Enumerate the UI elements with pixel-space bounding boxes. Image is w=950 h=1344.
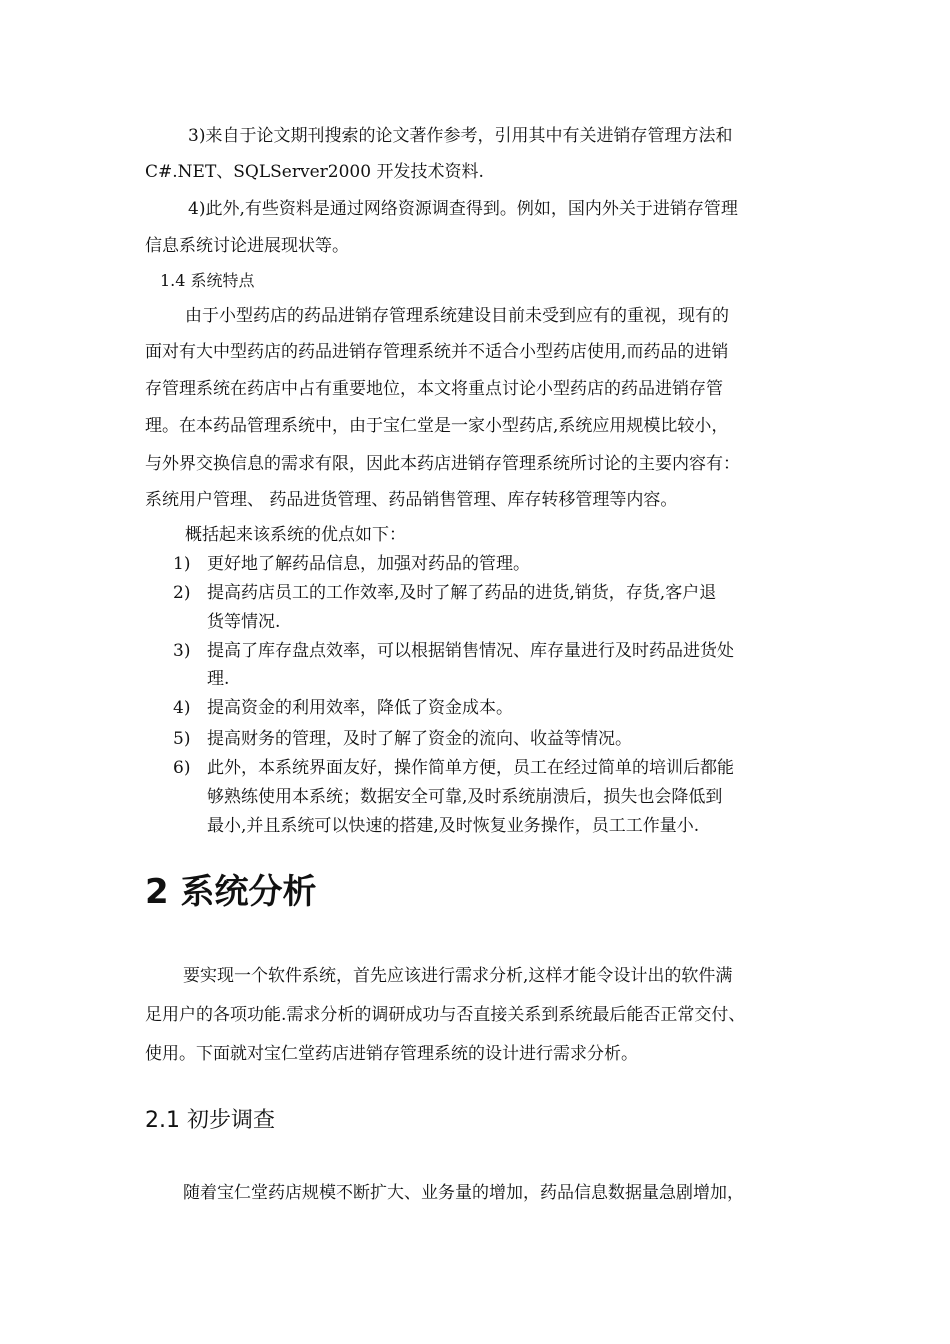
list-item-text: 够熟练使用本系统；数据安全可靠,及时系统崩溃后，损失也会降低到 (207, 787, 723, 807)
reference-item-3-line-2: C#.NET、SQLServer2000 开发技术资料. (145, 162, 484, 182)
list-item-number: 1) (173, 554, 191, 574)
chapter-2-paragraph-line: 足用户的各项功能.需求分析的调研成功与否直接关系到系统最后能否正常交付、 (145, 1005, 746, 1025)
list-item-text: 提高药店员工的工作效率,及时了解了药品的进货,销货，存货,客户退 (207, 583, 717, 603)
list-item-text: 更好地了解药品信息，加强对药品的管理。 (207, 554, 530, 574)
section-1-4-heading: 1.4 系统特点 (160, 271, 255, 290)
reference-item-4-line-1: 4)此外,有些资料是通过网络资源调查得到。例如，国内外关于进销存管理 (188, 199, 738, 219)
list-item-number: 5) (173, 729, 191, 749)
list-item-number: 3) (173, 641, 191, 661)
list-item-text: 提高了库存盘点效率，可以根据销售情况、库存量进行及时药品进货处 (207, 641, 734, 661)
section-1-4-paragraph-line: 存管理系统在药店中占有重要地位，本文将重点讨论小型药店的药品进销存管 (145, 379, 723, 399)
chapter-2-paragraph-line: 要实现一个软件系统，首先应该进行需求分析,这样才能令设计出的软件满 (183, 966, 733, 986)
section-2-1-heading: 2.1 初步调查 (145, 1108, 275, 1133)
chapter-2-heading: 2 系统分析 (145, 872, 317, 912)
list-item-text: 货等情况. (207, 612, 281, 632)
section-1-4-paragraph-line: 面对有大中型药店的药品进销存管理系统并不适合小型药店使用,而药品的进销 (145, 342, 729, 362)
list-item-number: 6) (173, 758, 191, 778)
advantages-intro: 概括起来该系统的优点如下： (185, 525, 406, 545)
list-item-text: 提高资金的利用效率，降低了资金成本。 (207, 698, 513, 718)
section-2-1-paragraph-line: 随着宝仁堂药店规模不断扩大、业务量的增加，药品信息数据量急剧增加， (183, 1183, 744, 1203)
reference-item-3-line-1: 3)来自于论文期刊搜索的论文著作参考，引用其中有关进销存管理方法和 (188, 126, 733, 146)
list-item-text: 理. (207, 669, 230, 689)
section-1-4-paragraph-line: 理。在本药品管理系统中，由于宝仁堂是一家小型药店,系统应用规模比较小， (145, 416, 729, 436)
list-item-text: 提高财务的管理，及时了解了资金的流向、收益等情况。 (207, 729, 632, 749)
list-item-number: 4) (173, 698, 191, 718)
reference-item-4-line-2: 信息系统讨论进展现状等。 (145, 236, 349, 256)
list-item-text: 此外，本系统界面友好，操作简单方便，员工在经过简单的培训后都能 (207, 758, 734, 778)
list-item-text: 最小,并且系统可以快速的搭建,及时恢复业务操作，员工工作量小. (207, 816, 700, 836)
section-1-4-paragraph-line: 由于小型药店的药品进销存管理系统建设目前未受到应有的重视，现有的 (185, 306, 729, 326)
chapter-2-paragraph-line: 使用。下面就对宝仁堂药店进销存管理系统的设计进行需求分析。 (145, 1044, 638, 1064)
section-1-4-paragraph-line: 与外界交换信息的需求有限，因此本药店进销存管理系统所讨论的主要内容有： (145, 454, 740, 474)
list-item-number: 2) (173, 583, 191, 603)
section-1-4-paragraph-line: 系统用户管理、 药品进货管理、药品销售管理、库存转移管理等内容。 (145, 490, 678, 510)
